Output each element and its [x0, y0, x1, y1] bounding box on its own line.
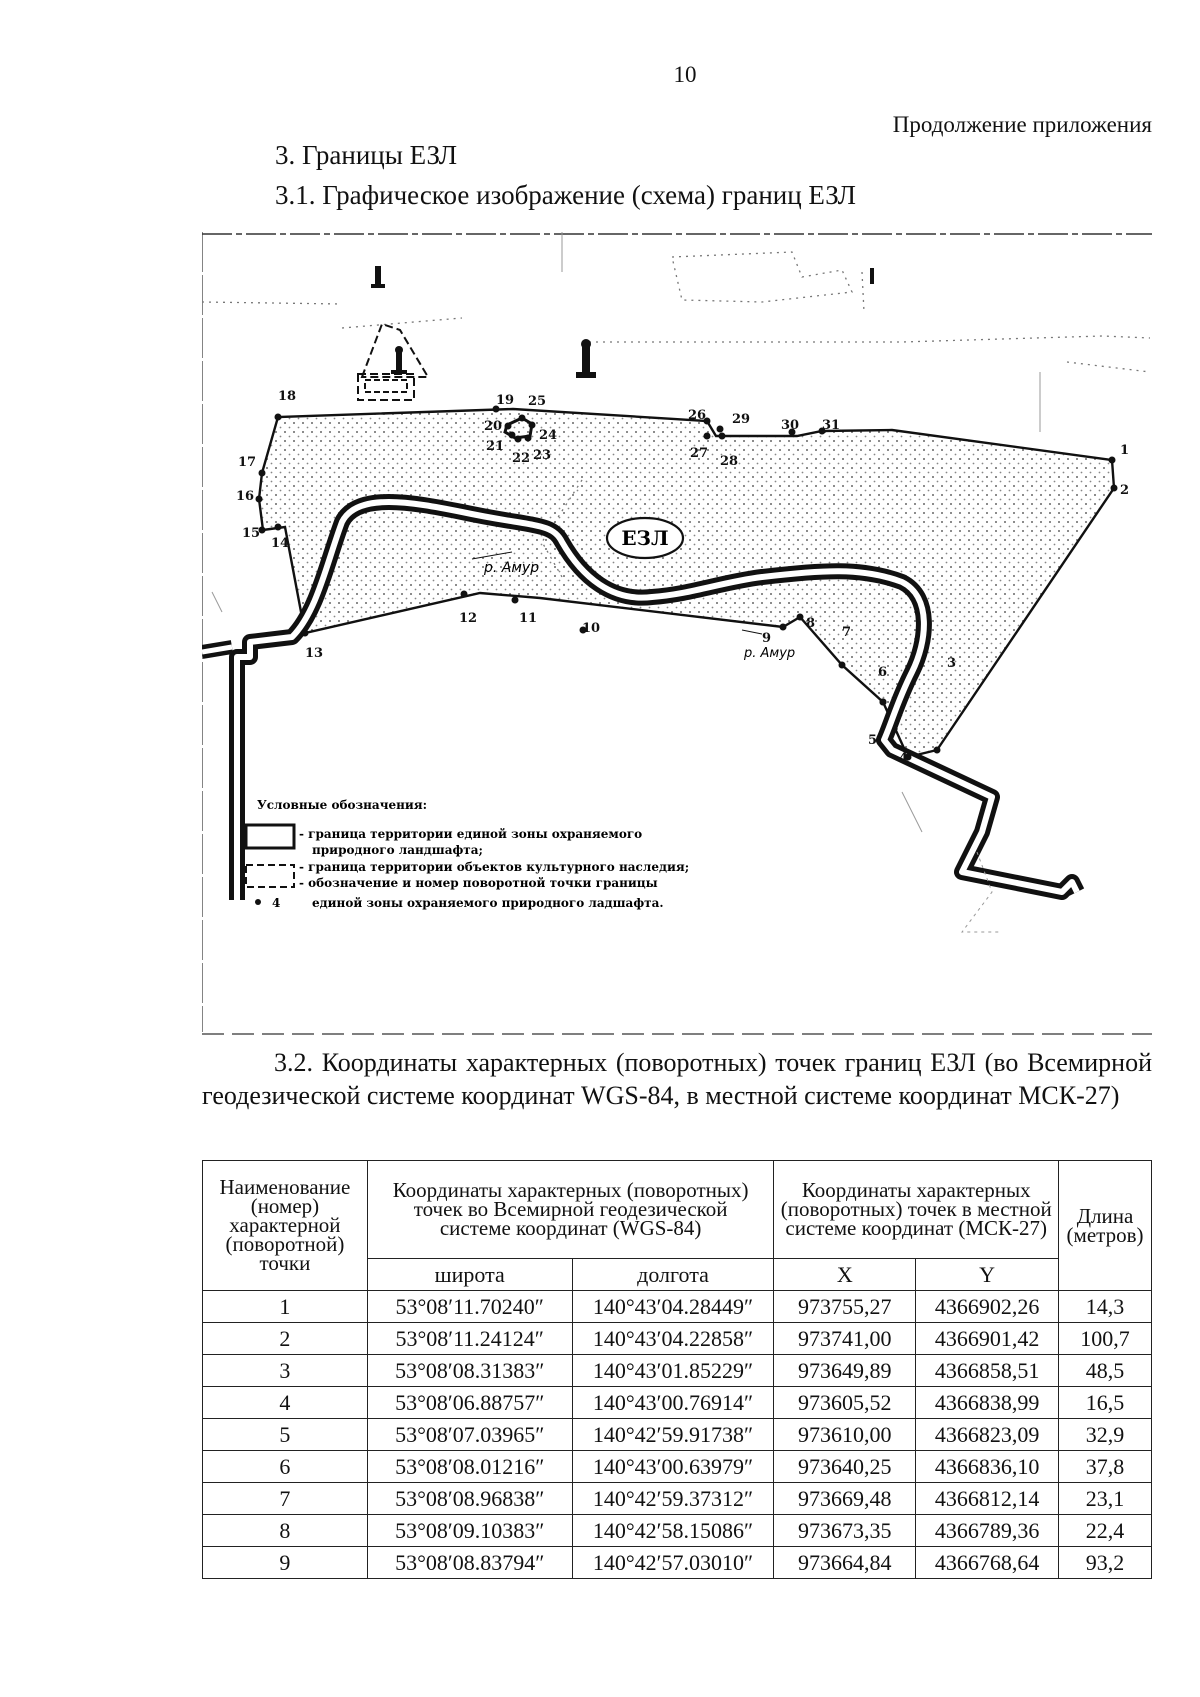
- table-cell-x: 973610,00: [774, 1419, 916, 1451]
- boundary-point-marker: [1109, 457, 1116, 464]
- boundary-point-label: 11: [519, 611, 538, 626]
- boundary-point-label: 9: [762, 631, 772, 646]
- table-cell-lat: 53°08′08.83794″: [367, 1547, 572, 1579]
- boundary-point-label: 7: [842, 625, 852, 640]
- table-cell-lat: 53°08′06.88757″: [367, 1387, 572, 1419]
- table-cell-len: 23,1: [1059, 1483, 1152, 1515]
- boundary-point-label: 26: [688, 408, 707, 423]
- boundary-point-label: 15: [242, 526, 261, 541]
- table-cell-x: 973755,27: [774, 1291, 916, 1323]
- section-title: 3. Границы ЕЗЛ: [275, 140, 458, 170]
- boundary-point-marker: [302, 630, 309, 637]
- page-number: 10: [673, 62, 697, 87]
- table-row: [203, 1291, 1152, 1323]
- table-cell-lon: 140°43′00.63979″: [572, 1451, 774, 1483]
- boundary-point-marker: [1111, 485, 1118, 492]
- legend-line-3: - граница территории объектов культурного наследия;: [299, 860, 690, 874]
- header-latitude: широта: [367, 1259, 572, 1291]
- boundary-point-label: 14: [271, 536, 290, 551]
- table-cell-x: 973664,84: [774, 1547, 916, 1579]
- table-cell-len: 22,4: [1059, 1515, 1152, 1547]
- boundary-point-label: 10: [582, 621, 601, 636]
- table-cell-len: 37,8: [1059, 1451, 1152, 1483]
- boundary-point-label: 2: [1120, 483, 1130, 498]
- boundary-point-label: 6: [878, 665, 888, 680]
- boundary-point-marker: [525, 435, 532, 442]
- table-cell-len: 32,9: [1059, 1419, 1152, 1451]
- boundary-point-marker: [839, 662, 846, 669]
- table-cell-x: 973673,35: [774, 1515, 916, 1547]
- boundary-point-marker: [505, 423, 512, 430]
- boundary-scheme-map: [202, 232, 1152, 1042]
- table-cell-x: 973605,52: [774, 1387, 916, 1419]
- boundary-point-label: 31: [822, 418, 841, 433]
- boundary-point-label: 3: [947, 656, 957, 671]
- table-cell-lat: 53°08′09.10383″: [367, 1515, 572, 1547]
- header-longitude: долгота: [572, 1259, 774, 1291]
- table-cell-lon: 140°43′04.28449″: [572, 1291, 774, 1323]
- table-cell-y: 4366901,42: [916, 1323, 1059, 1355]
- boundary-point-marker: [259, 470, 266, 477]
- table-cell-lon: 140°42′59.37312″: [572, 1483, 774, 1515]
- river-label-top: р. Амур: [484, 560, 540, 576]
- subsection-title: 3.1. Графическое изображение (схема) границ ЕЗЛ: [275, 180, 856, 210]
- boundary-point-marker: [461, 591, 468, 598]
- boundary-point-marker: [509, 432, 516, 439]
- table-cell-n: 5: [203, 1419, 368, 1451]
- table-cell-y: 4366902,26: [916, 1291, 1059, 1323]
- legend-line-2: природного ландшафта;: [312, 843, 483, 857]
- river-label-bottom: р. Амур: [744, 646, 796, 661]
- boundary-point-marker: [704, 433, 711, 440]
- boundary-point-label: 22: [512, 451, 531, 466]
- coordinates-table: [202, 1160, 1152, 1579]
- header-msk: Координаты характерных (поворотных) точек в местной системе координат (МСК-27): [774, 1161, 1059, 1259]
- coordinates-heading: 3.2. Координаты характерных (поворотных) точек границ ЕЗЛ (во Всемирной геодезической системе координат WGS-84, в местной системе координат МСК-27): [202, 1048, 1152, 1110]
- table-cell-lon: 140°43′04.22858″: [572, 1323, 774, 1355]
- boundary-point-label: 17: [238, 455, 257, 470]
- continuation-label: Продолжение приложения: [892, 112, 1152, 137]
- header-point-name: Наименование (номер) характерной (поворотной) точки: [203, 1161, 368, 1291]
- boundary-point-label: 23: [533, 448, 552, 463]
- table-cell-lat: 53°08′08.01216″: [367, 1451, 572, 1483]
- table-row: [203, 1355, 1152, 1387]
- table-cell-n: 2: [203, 1323, 368, 1355]
- ezl-zone-label: ЕЗЛ: [621, 526, 669, 550]
- table-row: [203, 1387, 1152, 1419]
- boundary-point-marker: [529, 422, 536, 429]
- table-cell-len: 93,2: [1059, 1547, 1152, 1579]
- boundary-point-marker: [512, 597, 519, 604]
- boundary-point-label: 25: [528, 394, 547, 409]
- table-row: [203, 1419, 1152, 1451]
- table-cell-x: 973669,48: [774, 1483, 916, 1515]
- legend: [246, 798, 689, 910]
- table-cell-n: 6: [203, 1451, 368, 1483]
- boundary-point-label: 19: [496, 393, 515, 408]
- table-cell-lon: 140°42′57.03010″: [572, 1547, 774, 1579]
- boundary-point-label: 21: [486, 439, 505, 454]
- boundary-point-label: 27: [690, 446, 709, 461]
- boundary-point-marker: [780, 624, 787, 631]
- legend-line-5: единой зоны охраняемого природного ладшафта.: [312, 896, 664, 910]
- boundary-point-label: 30: [781, 418, 800, 433]
- boundary-point-label: 20: [484, 419, 503, 434]
- table-row: [203, 1483, 1152, 1515]
- table-row: [203, 1515, 1152, 1547]
- table-cell-y: 4366838,99: [916, 1387, 1059, 1419]
- table-cell-x: 973649,89: [774, 1355, 916, 1387]
- table-cell-x: 973640,25: [774, 1451, 916, 1483]
- table-cell-n: 8: [203, 1515, 368, 1547]
- table-cell-n: 1: [203, 1291, 368, 1323]
- table-cell-lon: 140°42′58.15086″: [572, 1515, 774, 1547]
- table-cell-n: 9: [203, 1547, 368, 1579]
- table-cell-lat: 53°08′08.96838″: [367, 1483, 572, 1515]
- table-cell-len: 100,7: [1059, 1323, 1152, 1355]
- boundary-point-label: 29: [732, 412, 751, 427]
- table-cell-y: 4366768,64: [916, 1547, 1059, 1579]
- boundary-point-label: 24: [539, 428, 558, 443]
- legend-line-1: - граница территории единой зоны охраняемого: [299, 827, 643, 841]
- boundary-point-label: 18: [278, 389, 297, 404]
- table-cell-len: 16,5: [1059, 1387, 1152, 1419]
- boundary-point-label: 8: [806, 616, 816, 631]
- ezl-zone-boundary: [259, 409, 1114, 757]
- table-cell-n: 7: [203, 1483, 368, 1515]
- table-cell-lon: 140°42′59.91738″: [572, 1419, 774, 1451]
- boundary-point-marker: [880, 699, 887, 706]
- table-row: [203, 1547, 1152, 1579]
- table-cell-lat: 53°08′11.70240″: [367, 1291, 572, 1323]
- legend-title: Условные обозначения:: [257, 798, 428, 812]
- boundary-point-label: 4: [899, 751, 909, 766]
- boundary-point-marker: [717, 426, 724, 433]
- header-y: Y: [916, 1259, 1059, 1291]
- table-cell-len: 48,5: [1059, 1355, 1152, 1387]
- table-cell-len: 14,3: [1059, 1291, 1152, 1323]
- table-cell-n: 3: [203, 1355, 368, 1387]
- boundary-point-marker: [515, 436, 522, 443]
- legend-line-4: - обозначение и номер поворотной точки границы: [299, 876, 658, 890]
- boundary-point-label: 13: [305, 646, 324, 661]
- header-x: X: [774, 1259, 916, 1291]
- table-row: [203, 1451, 1152, 1483]
- header-wgs: Координаты характерных (поворотных) точек во Всемирной геодезической системе координат (WGS-84): [367, 1161, 774, 1259]
- table-cell-y: 4366836,10: [916, 1451, 1059, 1483]
- boundary-point-label: 1: [1120, 443, 1130, 458]
- table-cell-y: 4366823,09: [916, 1419, 1059, 1451]
- boundary-point-label: 16: [236, 489, 255, 504]
- boundary-point-marker: [519, 415, 526, 422]
- table-cell-y: 4366789,36: [916, 1515, 1059, 1547]
- table-cell-lat: 53°08′07.03965″: [367, 1419, 572, 1451]
- table-cell-y: 4366858,51: [916, 1355, 1059, 1387]
- boundary-point-label: 5: [868, 733, 878, 748]
- boundary-point-label: 28: [720, 454, 739, 469]
- boundary-point-marker: [275, 414, 282, 421]
- table-cell-lat: 53°08′11.24124″: [367, 1323, 572, 1355]
- table-cell-lat: 53°08′08.31383″: [367, 1355, 572, 1387]
- boundary-point-label: 12: [459, 611, 478, 626]
- table-cell-lon: 140°43′00.76914″: [572, 1387, 774, 1419]
- table-cell-lon: 140°43′01.85229″: [572, 1355, 774, 1387]
- table-cell-x: 973741,00: [774, 1323, 916, 1355]
- boundary-point-marker: [934, 747, 941, 754]
- header-length: Длина (метров): [1059, 1161, 1152, 1291]
- boundary-point-marker: [797, 614, 804, 621]
- boundary-point-marker: [256, 496, 263, 503]
- table-cell-n: 4: [203, 1387, 368, 1419]
- boundary-point-marker: [275, 524, 282, 531]
- legend-marker-number: 4: [272, 896, 281, 910]
- boundary-point-marker: [719, 433, 726, 440]
- table-row: [203, 1323, 1152, 1355]
- table-cell-y: 4366812,14: [916, 1483, 1059, 1515]
